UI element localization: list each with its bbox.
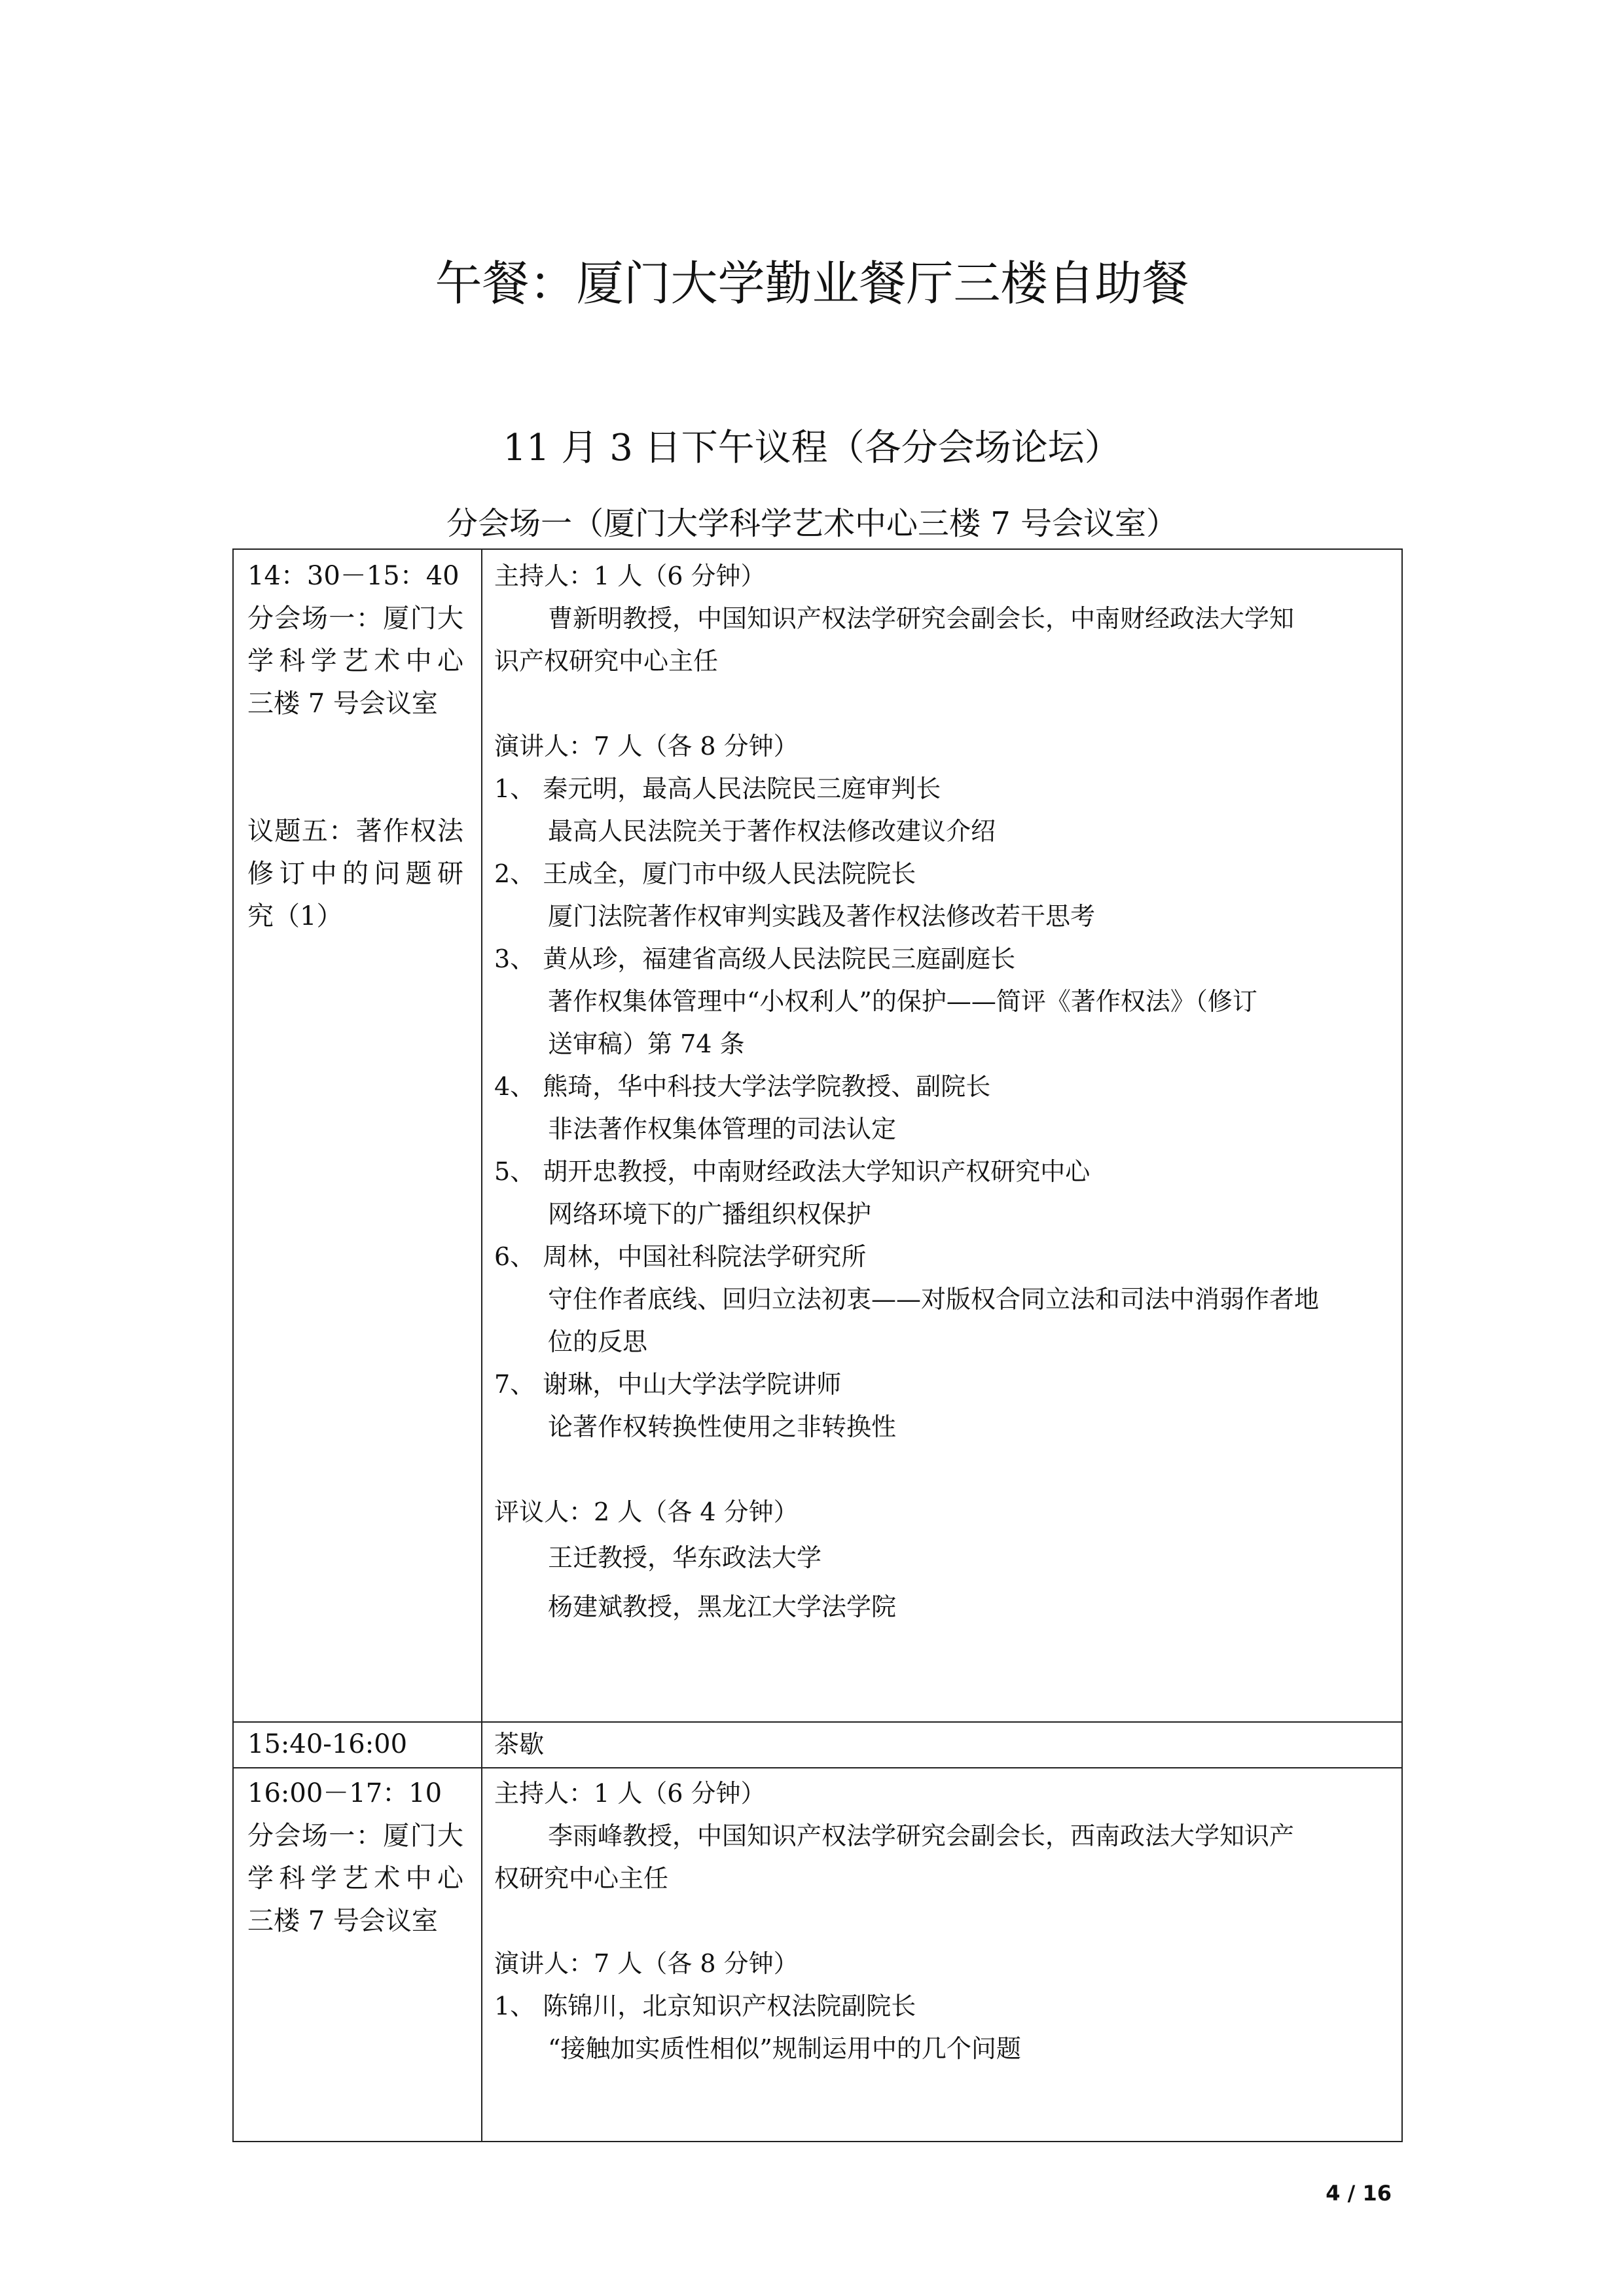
row-divider-1 [232, 1721, 1403, 1723]
row1-venue-line3: 三楼 7 号会议室 [247, 689, 438, 719]
row1-topic-line3: 究（1） [247, 901, 343, 931]
row1-time: 14：30－15：40 [247, 561, 460, 591]
row1-topic-line2: 修订中的问题研 [247, 859, 463, 889]
reviewers-label: 评议人：2 人（各 4 分钟） [494, 1498, 799, 1526]
speaker-3-name: 3、 黄从珍，福建省高级人民法院民三庭副庭长 [494, 944, 1016, 973]
row3-speaker-1-topic: “接触加实质性相似”规制运用中的几个问题 [548, 2034, 1021, 2063]
speaker-7-topic: 论著作权转换性使用之非转换性 [548, 1412, 897, 1441]
lunch-heading: 午餐：厦门大学勤业餐厅三楼自助餐 [435, 256, 1189, 311]
reviewer-1: 王迁教授，华东政法大学 [548, 1543, 822, 1572]
row3-host-label: 主持人：1 人（6 分钟） [494, 1779, 766, 1808]
row3-venue-line3: 三楼 7 号会议室 [247, 1906, 438, 1936]
page-number: 4 / 16 [1326, 2181, 1392, 2206]
speaker-3-topic-line1: 著作权集体管理中“小权利人”的保护——简评《著作权法》（修订 [548, 987, 1257, 1016]
speakers-label: 演讲人：7 人（各 8 分钟） [494, 732, 799, 761]
column-divider [481, 548, 482, 2142]
row1-left-cell [247, 555, 463, 938]
row1-topic-line1: 议题五：著作权法 [247, 816, 463, 846]
row3-venue-line1: 分会场一：厦门大 [247, 1821, 463, 1851]
speaker-1-name: 1、 秦元明，最高人民法院民三庭审判长 [494, 774, 941, 803]
speaker-3-topic-line2: 送审稿）第 74 条 [548, 1030, 745, 1058]
speaker-5-topic: 网络环境下的广播组织权保护 [548, 1200, 872, 1229]
speaker-6-topic-line1: 守住作者底线、回归立法初衷——对版权合同立法和司法中消弱作者地 [548, 1285, 1320, 1314]
speaker-6-name: 6、 周林，中国社科院法学研究所 [494, 1242, 867, 1271]
row2-right-cell [494, 1723, 1391, 1766]
speaker-2-topic: 厦门法院著作权审判实践及著作权法修改若干思考 [548, 902, 1096, 931]
row1-right-cell [494, 555, 1391, 1632]
tea-break: 茶歇 [494, 1730, 545, 1759]
row3-right-cell [494, 1772, 1391, 2070]
reviewer-2: 杨建斌教授，黑龙江大学法学院 [548, 1592, 897, 1621]
speaker-2-name: 2、 王成全，厦门市中级人民法院院长 [494, 859, 916, 888]
speaker-7-name: 7、 谢琳，中山大学法学院讲师 [494, 1370, 842, 1399]
row1-venue-line1: 分会场一：厦门大 [247, 603, 463, 634]
host-line2: 识产权研究中心主任 [494, 647, 719, 675]
host-line1: 曹新明教授，中国知识产权法学研究会副会长，中南财经政法大学知 [548, 604, 1295, 633]
row1-venue-line2: 学科学艺术中心 [247, 646, 463, 676]
row3-host-line1: 李雨峰教授，中国知识产权法学研究会副会长，西南政法大学知识产 [548, 1821, 1295, 1850]
speaker-6-topic-line2: 位的反思 [548, 1327, 648, 1356]
speaker-1-topic: 最高人民法院关于著作权法修改建议介绍 [548, 817, 996, 846]
speaker-4-name: 4、 熊琦，华中科技大学法学院教授、副院长 [494, 1072, 991, 1101]
row3-speakers-label: 演讲人：7 人（各 8 分钟） [494, 1949, 799, 1978]
row-divider-2 [232, 1767, 1403, 1768]
row2-time: 15:40-16:00 [247, 1729, 408, 1759]
row3-time: 16:00－17：10 [247, 1778, 442, 1808]
row2-left-cell [247, 1723, 463, 1766]
row3-left-cell [247, 1772, 463, 1943]
venue-heading: 分会场一（厦门大学科学艺术中心三楼 7 号会议室） [446, 505, 1178, 542]
speaker-4-topic: 非法著作权集体管理的司法认定 [548, 1115, 897, 1143]
agenda-heading: 11 月 3 日下午议程（各分会场论坛） [503, 427, 1121, 469]
row3-venue-line2: 学科学艺术中心 [247, 1863, 463, 1893]
speaker-5-name: 5、 胡开忠教授，中南财经政法大学知识产权研究中心 [494, 1157, 1091, 1186]
row3-speaker-1-name: 1、 陈锦川，北京知识产权法院副院长 [494, 1992, 916, 2020]
host-label: 主持人：1 人（6 分钟） [494, 562, 766, 590]
row3-host-line2: 权研究中心主任 [494, 1864, 669, 1893]
